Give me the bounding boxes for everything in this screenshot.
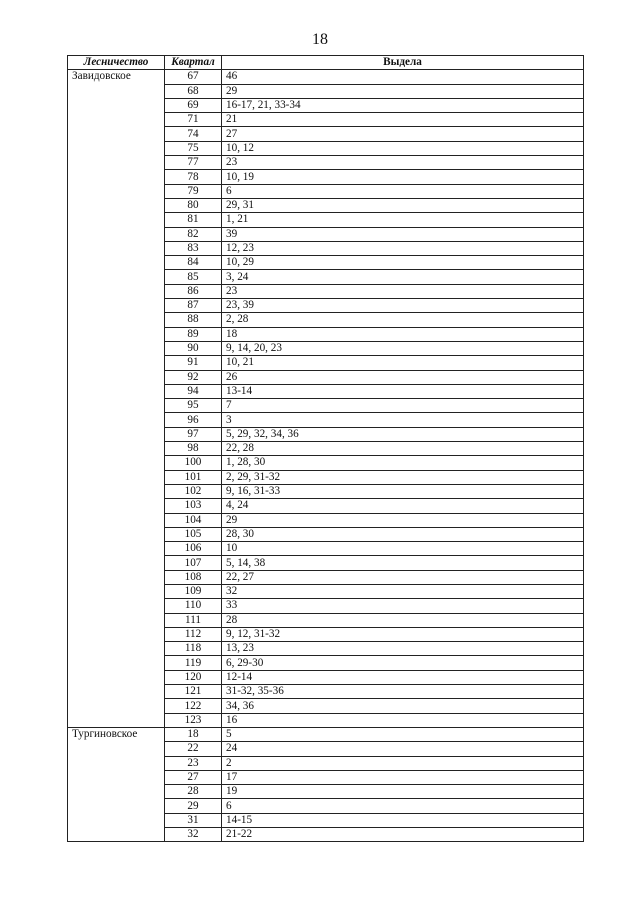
header-quarter: Квартал [165,56,222,70]
quarter-cell: 22 [165,742,222,756]
plots-cell: 6, 29-30 [222,656,584,670]
plots-cell: 39 [222,227,584,241]
plots-cell: 10, 29 [222,256,584,270]
quarter-cell: 102 [165,484,222,498]
plots-cell: 46 [222,70,584,84]
quarter-cell: 92 [165,370,222,384]
quarter-cell: 89 [165,327,222,341]
plots-cell: 1, 28, 30 [222,456,584,470]
quarter-cell: 69 [165,98,222,112]
quarter-cell: 112 [165,627,222,641]
quarter-cell: 71 [165,113,222,127]
quarter-cell: 118 [165,642,222,656]
quarter-cell: 96 [165,413,222,427]
table-row [68,70,584,84]
plots-cell: 21 [222,113,584,127]
quarter-cell: 101 [165,470,222,484]
quarter-cell: 82 [165,227,222,241]
quarter-cell: 31 [165,813,222,827]
plots-cell: 28, 30 [222,527,584,541]
plots-cell: 2, 29, 31-32 [222,470,584,484]
plots-cell: 3 [222,413,584,427]
forestry-name-cell: Тургиновское [68,727,165,841]
quarter-cell: 80 [165,198,222,212]
plots-cell: 22, 27 [222,570,584,584]
quarter-cell: 94 [165,384,222,398]
quarter-cell: 95 [165,399,222,413]
plots-cell: 28 [222,613,584,627]
quarter-cell: 119 [165,656,222,670]
plots-cell: 19 [222,785,584,799]
quarter-cell: 78 [165,170,222,184]
plots-cell: 17 [222,770,584,784]
plots-cell: 16 [222,713,584,727]
plots-cell: 7 [222,399,584,413]
table-header-row [68,56,584,70]
quarter-cell: 98 [165,442,222,456]
quarter-cell: 91 [165,356,222,370]
quarter-cell: 107 [165,556,222,570]
plots-cell: 22, 28 [222,442,584,456]
quarter-cell: 87 [165,299,222,313]
quarter-cell: 68 [165,84,222,98]
plots-cell: 24 [222,742,584,756]
plots-cell: 1, 21 [222,213,584,227]
plots-cell: 26 [222,370,584,384]
quarter-cell: 103 [165,499,222,513]
plots-cell: 12-14 [222,670,584,684]
quarter-cell: 85 [165,270,222,284]
forestry-table [67,55,584,842]
header-plots: Выдела [222,56,584,70]
plots-cell: 6 [222,184,584,198]
quarter-cell: 86 [165,284,222,298]
plots-cell: 23, 39 [222,299,584,313]
plots-cell: 10, 12 [222,141,584,155]
quarter-cell: 67 [165,70,222,84]
plots-cell: 2 [222,756,584,770]
quarter-cell: 100 [165,456,222,470]
plots-cell: 34, 36 [222,699,584,713]
plots-cell: 27 [222,127,584,141]
quarter-cell: 29 [165,799,222,813]
plots-cell: 13-14 [222,384,584,398]
plots-cell: 5, 14, 38 [222,556,584,570]
plots-cell: 32 [222,584,584,598]
quarter-cell: 88 [165,313,222,327]
plots-cell: 29 [222,513,584,527]
plots-cell: 2, 28 [222,313,584,327]
plots-cell: 31-32, 35-36 [222,685,584,699]
quarter-cell: 83 [165,241,222,255]
quarter-cell: 122 [165,699,222,713]
plots-cell: 18 [222,327,584,341]
quarter-cell: 108 [165,570,222,584]
quarter-cell: 90 [165,341,222,355]
forestry-name-cell: Завидовское [68,70,165,728]
table-row [68,727,584,741]
plots-cell: 10, 21 [222,356,584,370]
plots-cell: 33 [222,599,584,613]
quarter-cell: 18 [165,727,222,741]
quarter-cell: 104 [165,513,222,527]
header-forestry: Лесничество [68,56,165,70]
quarter-cell: 84 [165,256,222,270]
quarter-cell: 97 [165,427,222,441]
quarter-cell: 28 [165,785,222,799]
quarter-cell: 77 [165,156,222,170]
plots-cell: 21-22 [222,828,584,842]
plots-cell: 12, 23 [222,241,584,255]
quarter-cell: 123 [165,713,222,727]
quarter-cell: 120 [165,670,222,684]
plots-cell: 23 [222,156,584,170]
quarter-cell: 79 [165,184,222,198]
page-number: 18 [312,31,328,48]
plots-cell: 10, 19 [222,170,584,184]
quarter-cell: 32 [165,828,222,842]
quarter-cell: 111 [165,613,222,627]
plots-cell: 4, 24 [222,499,584,513]
plots-cell: 6 [222,799,584,813]
plots-cell: 5 [222,727,584,741]
plots-cell: 16-17, 21, 33-34 [222,98,584,112]
plots-cell: 5, 29, 32, 34, 36 [222,427,584,441]
quarter-cell: 27 [165,770,222,784]
quarter-cell: 121 [165,685,222,699]
quarter-cell: 110 [165,599,222,613]
quarter-cell: 81 [165,213,222,227]
plots-cell: 9, 14, 20, 23 [222,341,584,355]
quarter-cell: 23 [165,756,222,770]
plots-cell: 3, 24 [222,270,584,284]
quarter-cell: 109 [165,584,222,598]
quarter-cell: 75 [165,141,222,155]
plots-cell: 9, 16, 31-33 [222,484,584,498]
plots-cell: 29 [222,84,584,98]
quarter-cell: 105 [165,527,222,541]
plots-cell: 29, 31 [222,198,584,212]
quarter-cell: 106 [165,542,222,556]
plots-cell: 23 [222,284,584,298]
plots-cell: 9, 12, 31-32 [222,627,584,641]
plots-cell: 10 [222,542,584,556]
plots-cell: 13, 23 [222,642,584,656]
quarter-cell: 74 [165,127,222,141]
plots-cell: 14-15 [222,813,584,827]
